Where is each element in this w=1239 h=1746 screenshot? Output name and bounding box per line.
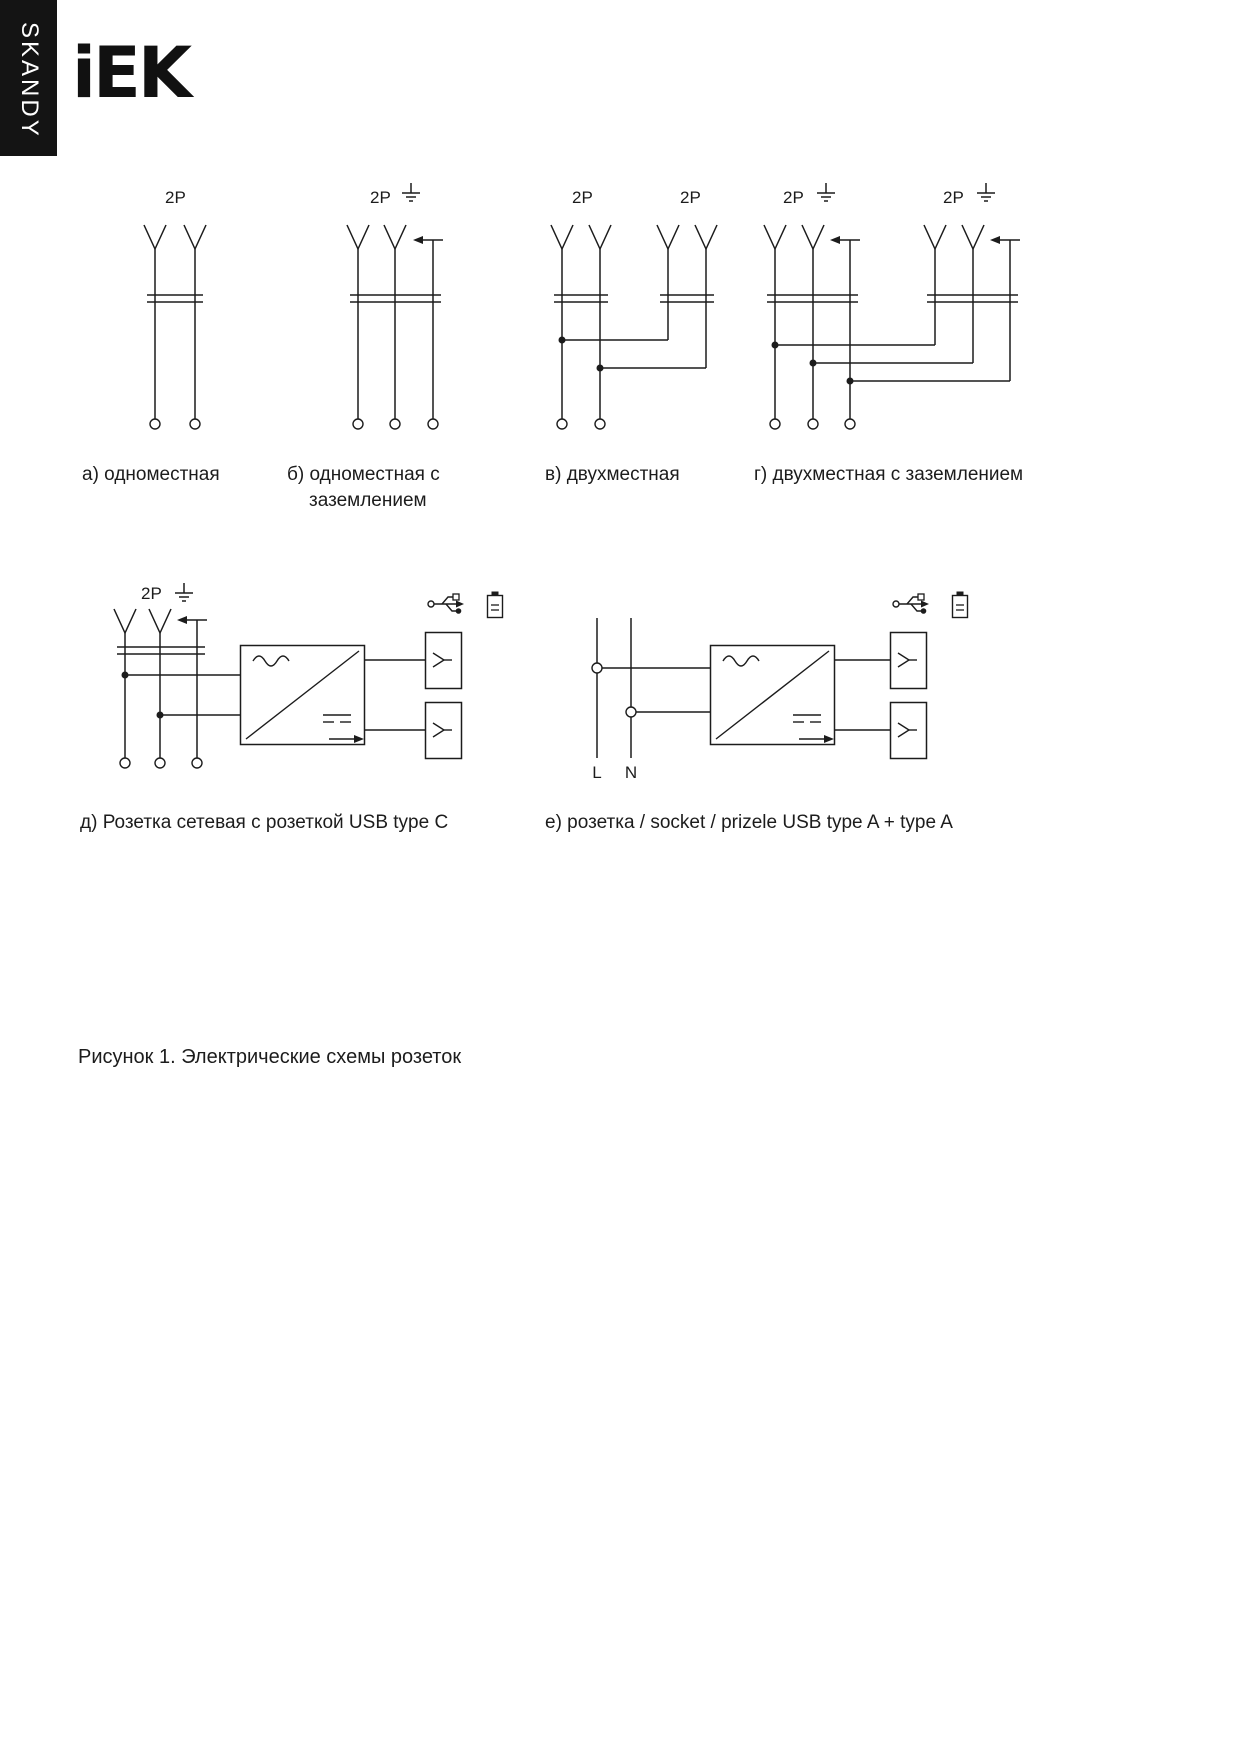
link-wires xyxy=(562,340,706,368)
diagram-b-caption: б) одноместная с заземлением xyxy=(287,464,440,511)
terminals xyxy=(150,419,200,429)
terminals xyxy=(770,419,855,429)
port-contact xyxy=(433,723,444,737)
ac-wave-icon xyxy=(253,656,289,666)
supply-lines xyxy=(597,618,710,758)
series-tab xyxy=(0,0,57,156)
ac-wave-icon xyxy=(723,656,759,666)
schematic-socket-usb-a xyxy=(560,575,990,805)
diagram-v-caption: в) двухместная xyxy=(545,464,680,485)
battery-icon xyxy=(488,592,503,618)
junction-dots xyxy=(122,672,164,719)
terminals xyxy=(120,758,202,768)
ground-icon xyxy=(402,183,420,201)
supply-wires xyxy=(125,675,240,715)
iek-logo-ek: EK xyxy=(93,32,190,114)
acdc-converter xyxy=(241,646,365,745)
socket-contacts-left xyxy=(551,225,611,419)
diagram-e-caption: е) розетка / socket / prizele USB type A + type A xyxy=(545,812,953,833)
schematic-socket-usb-c xyxy=(95,575,515,785)
schematic-g-canvas xyxy=(755,175,1035,445)
diagram-g-caption: г) двухместная с заземлением xyxy=(754,464,1024,485)
poles-label: 2P xyxy=(370,188,391,207)
dc-icon xyxy=(793,715,821,722)
neutral-label: N xyxy=(624,763,638,782)
port-contact xyxy=(898,723,909,737)
output-arrow-icon xyxy=(329,735,364,743)
battery-icon xyxy=(953,592,968,618)
earth-contact-arrow xyxy=(413,236,443,419)
ground-icon xyxy=(175,583,193,601)
schematic-a-canvas xyxy=(120,175,250,445)
poles-label: 2P xyxy=(141,584,162,603)
port-contact xyxy=(898,653,909,667)
schematic-single-socket xyxy=(120,175,250,445)
usb-port-box-top xyxy=(891,633,927,689)
junction-dots xyxy=(559,337,604,372)
socket-contacts xyxy=(114,609,205,758)
line-label: L xyxy=(592,763,602,782)
terminals xyxy=(353,419,438,429)
output-wires xyxy=(835,660,890,730)
figure-caption: Рисунок 1. Электрические схемы розеток xyxy=(78,1046,462,1068)
acdc-converter xyxy=(711,646,835,745)
earth-contact-arrow xyxy=(177,616,207,758)
output-wires xyxy=(365,660,425,730)
usb-port-box-top xyxy=(426,633,462,689)
usb-icon xyxy=(428,594,464,614)
schematic-double-socket-earthed xyxy=(755,175,1035,445)
socket-contacts-right xyxy=(657,225,717,368)
socket-contacts-left xyxy=(764,225,858,419)
terminals xyxy=(557,419,605,429)
schematic-d-canvas xyxy=(95,575,515,785)
socket-contacts xyxy=(347,225,441,419)
schematic-single-socket-earthed xyxy=(330,175,470,445)
dc-icon xyxy=(323,715,351,722)
schematic-e-canvas xyxy=(560,575,990,805)
earth-contact-arrow-left xyxy=(830,236,860,419)
ground-icon-right xyxy=(977,183,995,201)
poles-label-right: 2P xyxy=(680,188,701,207)
poles-label-left: 2P xyxy=(783,188,804,207)
usb-port-box-bottom xyxy=(891,703,927,759)
iek-logo-i: i xyxy=(72,32,93,114)
earth-contact-arrow-right xyxy=(990,236,1020,381)
poles-label-right: 2P xyxy=(943,188,964,207)
socket-contacts xyxy=(144,225,206,419)
terminals xyxy=(592,663,636,717)
output-arrow-icon xyxy=(799,735,834,743)
schematic-b-canvas xyxy=(330,175,470,445)
schematic-double-socket xyxy=(540,175,730,445)
series-name: SKANDY xyxy=(16,22,43,139)
poles-label: 2P xyxy=(165,188,186,207)
socket-contacts-right xyxy=(924,225,1018,363)
usb-port-box-bottom xyxy=(426,703,462,759)
iek-logo xyxy=(72,32,190,114)
poles-label-left: 2P xyxy=(572,188,593,207)
ground-icon-left xyxy=(817,183,835,201)
diagram-d-caption: д) Розетка сетевая с розеткой USB type C xyxy=(80,812,449,833)
schematic-v-canvas xyxy=(540,175,730,445)
diagram-a-caption: а) одноместная xyxy=(82,464,220,485)
usb-icon xyxy=(893,594,929,614)
port-contact xyxy=(433,653,444,667)
